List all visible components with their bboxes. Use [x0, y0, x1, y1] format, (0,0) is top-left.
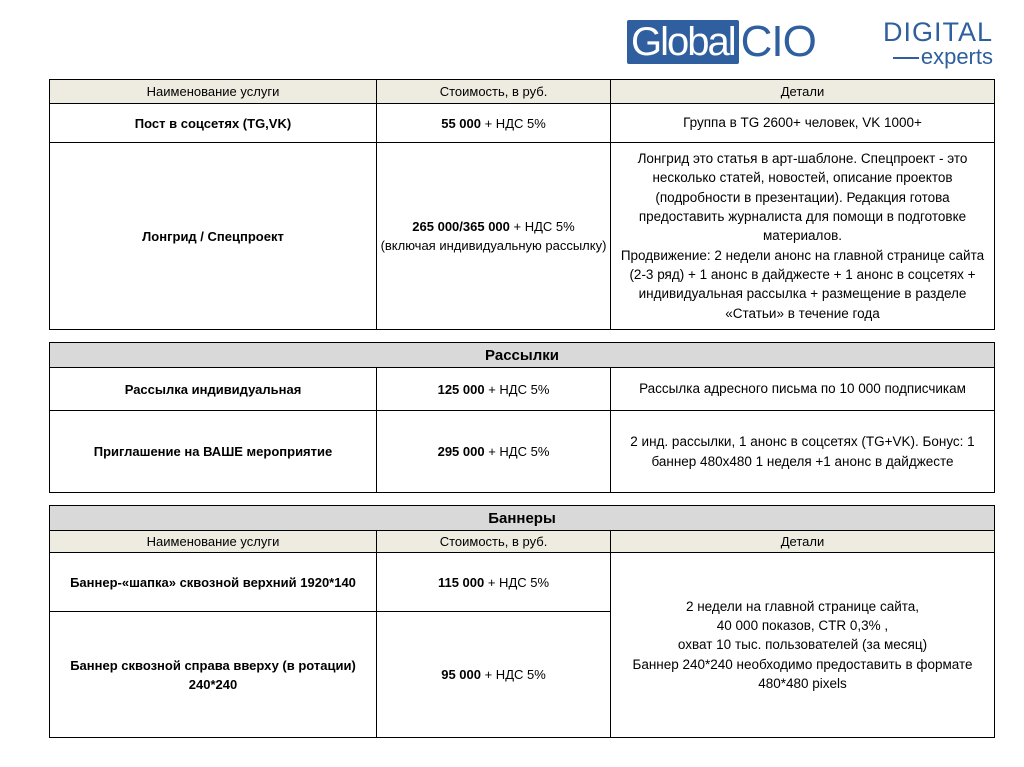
details-line: 2 недели на главной странице сайта,: [685, 598, 920, 614]
globalcio-logo-cio: CIO: [740, 17, 816, 66]
price-note: (включая индивидуальную рассылку): [380, 238, 607, 253]
header-name: Наименование услуги: [50, 531, 377, 553]
details-line: охват 10 тыс. пользователей (за месяц): [677, 637, 928, 653]
digital-experts-logo-experts: experts: [920, 44, 993, 69]
service-name-text: Баннер сквозной справа вверху (в ротации) 240*240: [70, 657, 356, 692]
digital-experts-logo-bottom: [873, 46, 993, 68]
service-name: [50, 368, 377, 411]
service-price: [377, 612, 611, 738]
price-vat: + НДС 5%: [484, 574, 550, 590]
service-name: [50, 411, 377, 493]
service-name-text: Приглашение на ВАШЕ мероприятие: [93, 444, 333, 459]
price-vat: + НДС 5%: [480, 115, 546, 131]
table-header-row: [50, 531, 995, 553]
service-price: [377, 553, 611, 612]
service-name-text: Лонгрид / Спецпроект: [142, 228, 284, 244]
section-title-banners: Баннеры: [50, 506, 995, 531]
section-header-row: [50, 343, 995, 368]
service-name: [50, 143, 377, 330]
section-header-row: [50, 506, 995, 531]
service-price: [377, 143, 611, 330]
details-paragraph: Продвижение: 2 недели анонс на главной странице сайта (2-3 ряд) + 1 анонс в дайджесте + 1 анонс в соцсетях + индивидуальная рассылка + размещение в разделе «Статьи» в течение года: [620, 247, 985, 321]
header-price: Стоимость, в руб.: [377, 80, 611, 104]
price-vat: + НДС 5%: [484, 381, 550, 397]
service-name: [50, 612, 377, 738]
table-row: [50, 553, 995, 612]
header-price: Стоимость, в руб.: [377, 531, 611, 553]
table-row: [50, 368, 995, 411]
service-details: [611, 143, 995, 330]
table-row: [50, 143, 995, 330]
service-details: 2 инд. рассылки, 1 анонс в соцсетях (TG+VK). Бонус: 1 баннер 480х480 1 неделя +1 анонс в дайджесте: [611, 411, 995, 493]
details-line: Баннер 240*240 необходимо предоставить в формате: [632, 656, 973, 672]
details-line: 480*480 pixels: [758, 675, 847, 691]
price-value: 95 000: [441, 667, 481, 682]
service-name: [50, 553, 377, 612]
service-name-text: Пост в соцсетях (TG,VK): [134, 115, 292, 131]
mailings-table: [49, 342, 995, 493]
price-value: 125 000: [437, 381, 485, 397]
service-price: [377, 104, 611, 143]
services-table: [49, 79, 995, 330]
price-value: 115 000: [437, 574, 485, 590]
service-details: Группа в TG 2600+ человек, VK 1000+: [611, 104, 995, 143]
globalcio-logo: [627, 17, 816, 66]
table-header-row: [50, 80, 995, 104]
logo-line: [893, 57, 919, 59]
section-title-mailings: Рассылки: [50, 343, 995, 368]
service-price: [377, 411, 611, 493]
details-paragraph: Лонгрид это статья в арт-шаблоне. Спецпроект - это несколько статей, новостей, описание проектов (подробности в презентации). Редакция готова предоставить журналиста для помощи в подготовке материалов.: [637, 151, 968, 244]
header-name: Наименование услуги: [50, 80, 377, 104]
price-vat: + НДС 5%: [509, 219, 575, 234]
header-details: Детали: [611, 80, 995, 104]
globalcio-logo-global: Global: [627, 20, 739, 64]
table-row: [50, 411, 995, 493]
details-line: 40 000 показов, CTR 0,3% ,: [716, 618, 889, 634]
service-price: [377, 368, 611, 411]
logos: [627, 18, 997, 68]
price-value: 55 000: [441, 115, 481, 131]
service-name: [50, 104, 377, 143]
price-vat: + НДС 5%: [484, 444, 550, 459]
service-details: [611, 553, 995, 738]
price-value: 265 000/365 000: [412, 219, 510, 234]
service-details: Рассылка адресного письма по 10 000 подписчикам: [611, 368, 995, 411]
digital-experts-logo: [873, 18, 993, 68]
service-name-text: Рассылка индивидуальная: [124, 381, 302, 397]
banners-table: [49, 505, 995, 738]
digital-experts-logo-top: DIGITAL: [882, 17, 993, 47]
service-name-text: Баннер-«шапка» сквозной верхний 1920*140: [70, 574, 356, 590]
price-value: 295 000: [437, 444, 485, 459]
table-row: [50, 104, 995, 143]
price-vat: + НДС 5%: [480, 667, 546, 682]
header-details: Детали: [611, 531, 995, 553]
